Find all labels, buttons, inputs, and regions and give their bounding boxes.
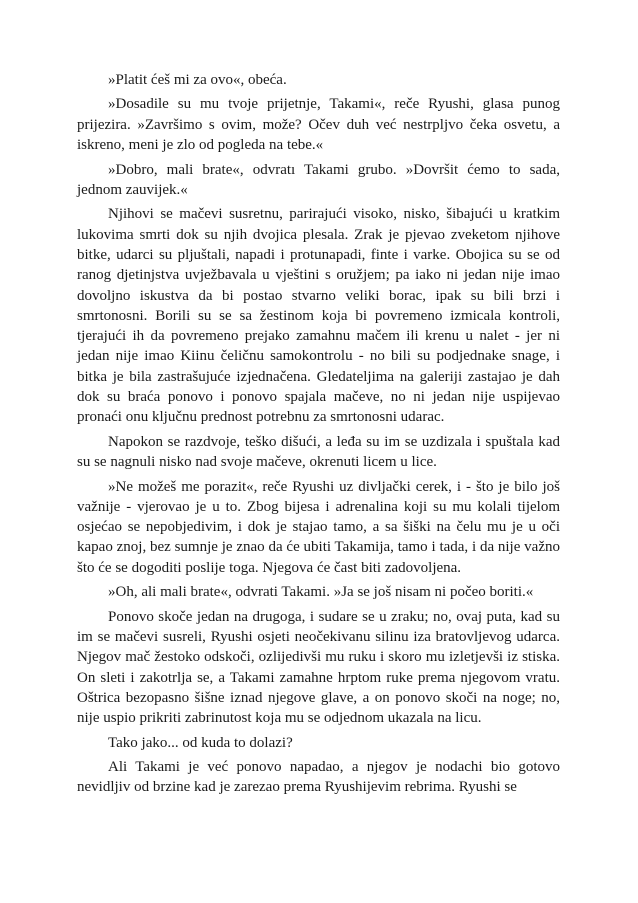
paragraph: Njihovi se mačevi susretnu, parirajući visoko, nisko, šibajući u kratkim lukovima smrti dok su njih dvojica plesala. Zrak je pjevao zveketom njihove bitke, udarci su pljuštali, napadi i protunapadi, finte i varke. Obojica su se od ranog djetinjstva uvježbavala u vještini s oružjem; pa iako ni jedan nije imao dovoljno iskustva da bi postao stvarno veliki borac, ipak su bili brzi i smrtonosni. Borili su se sa žestinom koja bi povremeno izmicala kontroli, tjerajući ih da povremeno prejako zamahnu mačem ili krenu u nalet - jer ni jedan nije imao Kiinu čeličnu samokontrolu - no bili su podjednake snage, i bitka je bila zastrašujuće izjednačena. Gledateljima na galeriji zastajao je dah dok su braća ponovo i ponovo spajala mačeve, no ni jedan nije uspijevao pronaći onu ključnu prednost potrebnu za smrtonosni udarac. <box>77 206 560 426</box>
paragraph: »Oh, ali mali brate«, odvrati Takami. »Ja se još nisam ni počeo boriti.« <box>108 584 534 601</box>
paragraph: Tako jako... od kuda to dolazi? <box>108 734 293 751</box>
paragraph: »Ne možeš me porazit«, reče Ryushi uz divljački cerek, i - što je bilo još važnije - vjerovao je u to. Zbog bijesa i adrenalina koji su mu kolali tijelom osjećao se nepobjedivim, i dok je stajao tamo, a sa šiški na čelu mu je u oči kapao znoj, bez sumnje je znao da će ubiti Takamija, tamo i tada, i da nije važno što će se dogoditi poslije toga. Njegova će čast biti zadovoljena. <box>77 478 560 576</box>
paragraph: »Platit ćeš mi za ovo«, obeća. <box>108 72 287 88</box>
paragraph: Ponovo skoče jedan na drugoga, i sudare se u zraku; no, ovaj puta, kad su im se mačevi susreli, Ryushi osjeti neočekivanu silinu iza bratovljevog udarca. Njegov mač žestoko odskoči, ozlijedivši mu ruku i skoro mu izletjevši iz stiska. On sleti i zakotrlja se, a Takami zamahne hrptom ruke prema njegovom vratu. Oštrica bezopasno šišne iznad njegove glave, a on ponovo skoči na noge; no, nije uspio prikriti zabrinutost koja mu se odjednom ukazala na licu. <box>77 608 560 727</box>
paragraph: »Dobro, mali brate«, odvratı Takami grubo. »Dovršit ćemo to sada, jednom zauvijek.« <box>77 161 560 198</box>
paragraph: Ali Takami je već ponovo napadao, a njegov je nodachi bio gotovo nevidljiv od brzine kad je zarezao prema Ryushijevim rebrima. Ryushi se <box>77 759 560 796</box>
paragraph: »Dosadile su mu tvoje prijetnje, Takami«, reče Ryushi, glasa punog prijezira. »Završimo s ovim, može? Očev duh već nestrpljvo čeka osvetu, a iskreno, meni je zlo od pogleda na tebe.« <box>77 96 560 154</box>
paragraph: Napokon se razdvoje, teško dišući, a leđa su im se uzdizala i spuštala kad su se nagnuli nisko nad svoje mačeve, okrenuti licem u lice. <box>77 433 560 471</box>
body-text <box>77 70 560 802</box>
